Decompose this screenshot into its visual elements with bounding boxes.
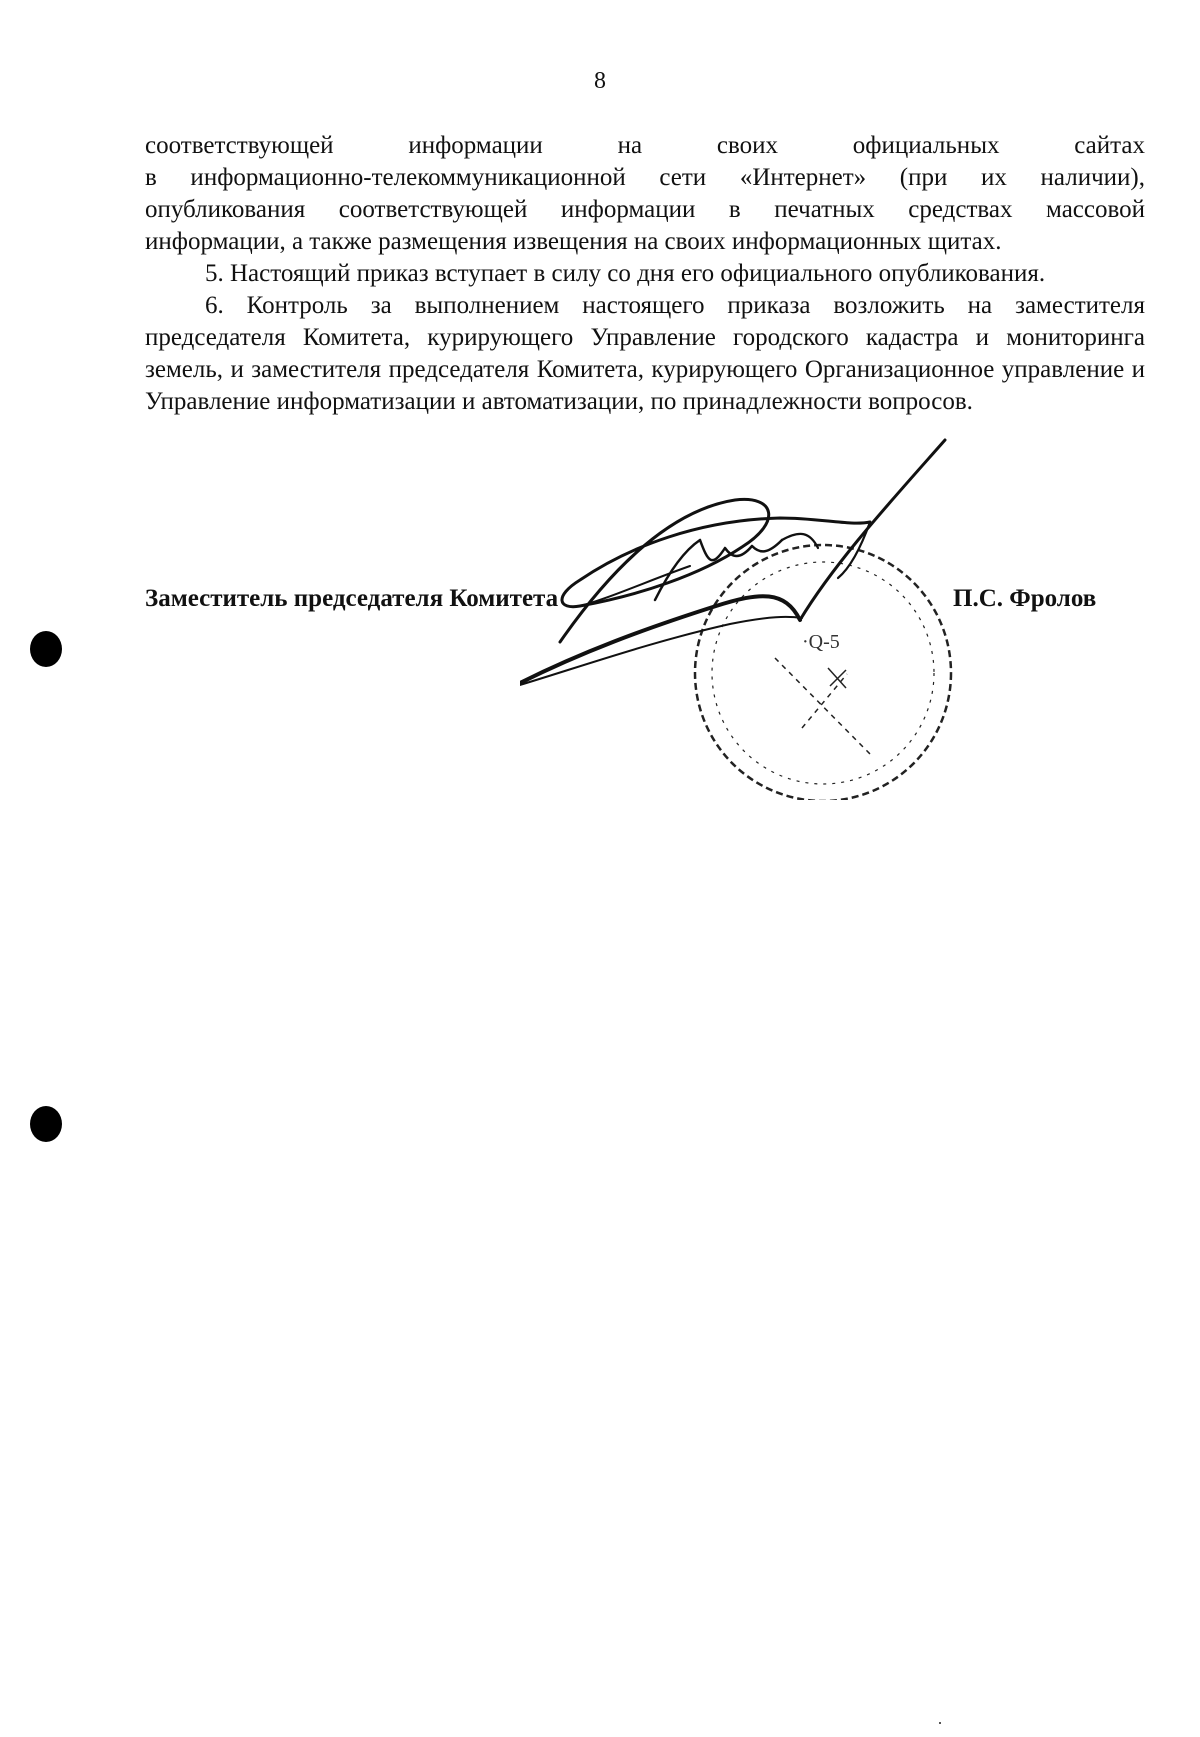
signature-and-stamp: [520, 430, 1080, 800]
paragraph-item-5: 5. Настоящий приказ вступает в силу со дня его официального опубликования.: [205, 260, 1046, 287]
continuation-paragraph: [145, 130, 1145, 258]
signatory-position: Заместитель председателя Комитета: [145, 585, 559, 612]
signatory-name: П.С. Фролов: [953, 585, 1097, 612]
punch-hole: [30, 1106, 62, 1142]
stamp-text: ·Q-5: [802, 631, 840, 653]
paragraph-item-6: 6. Контроль за выполнением настоящего приказа возложить на заместителя председателя Комитета, курирующего Управление городского кадастра и мониторинга земель, и заместителя председателя Комитета, курирующего Организационное управление и Управление информатизации и автоматизации, по принадлежности вопросов.: [145, 292, 1145, 415]
document-body: [145, 130, 1145, 418]
text-line: опубликования соответствующей информации в печатных средствах массовой: [145, 196, 1145, 223]
text-line: соответствующей информации на своих официальных сайтах: [145, 132, 1145, 159]
text-line: информации, а также размещения извещения на своих информационных щитах.: [145, 228, 1002, 255]
text-line: в информационно-телекоммуникационной сети «Интернет» (при их наличии),: [145, 164, 1145, 191]
punch-hole: [30, 631, 62, 667]
scan-speck: [939, 1722, 941, 1724]
page-number: 8: [594, 68, 606, 94]
handwritten-signature: [520, 440, 945, 688]
